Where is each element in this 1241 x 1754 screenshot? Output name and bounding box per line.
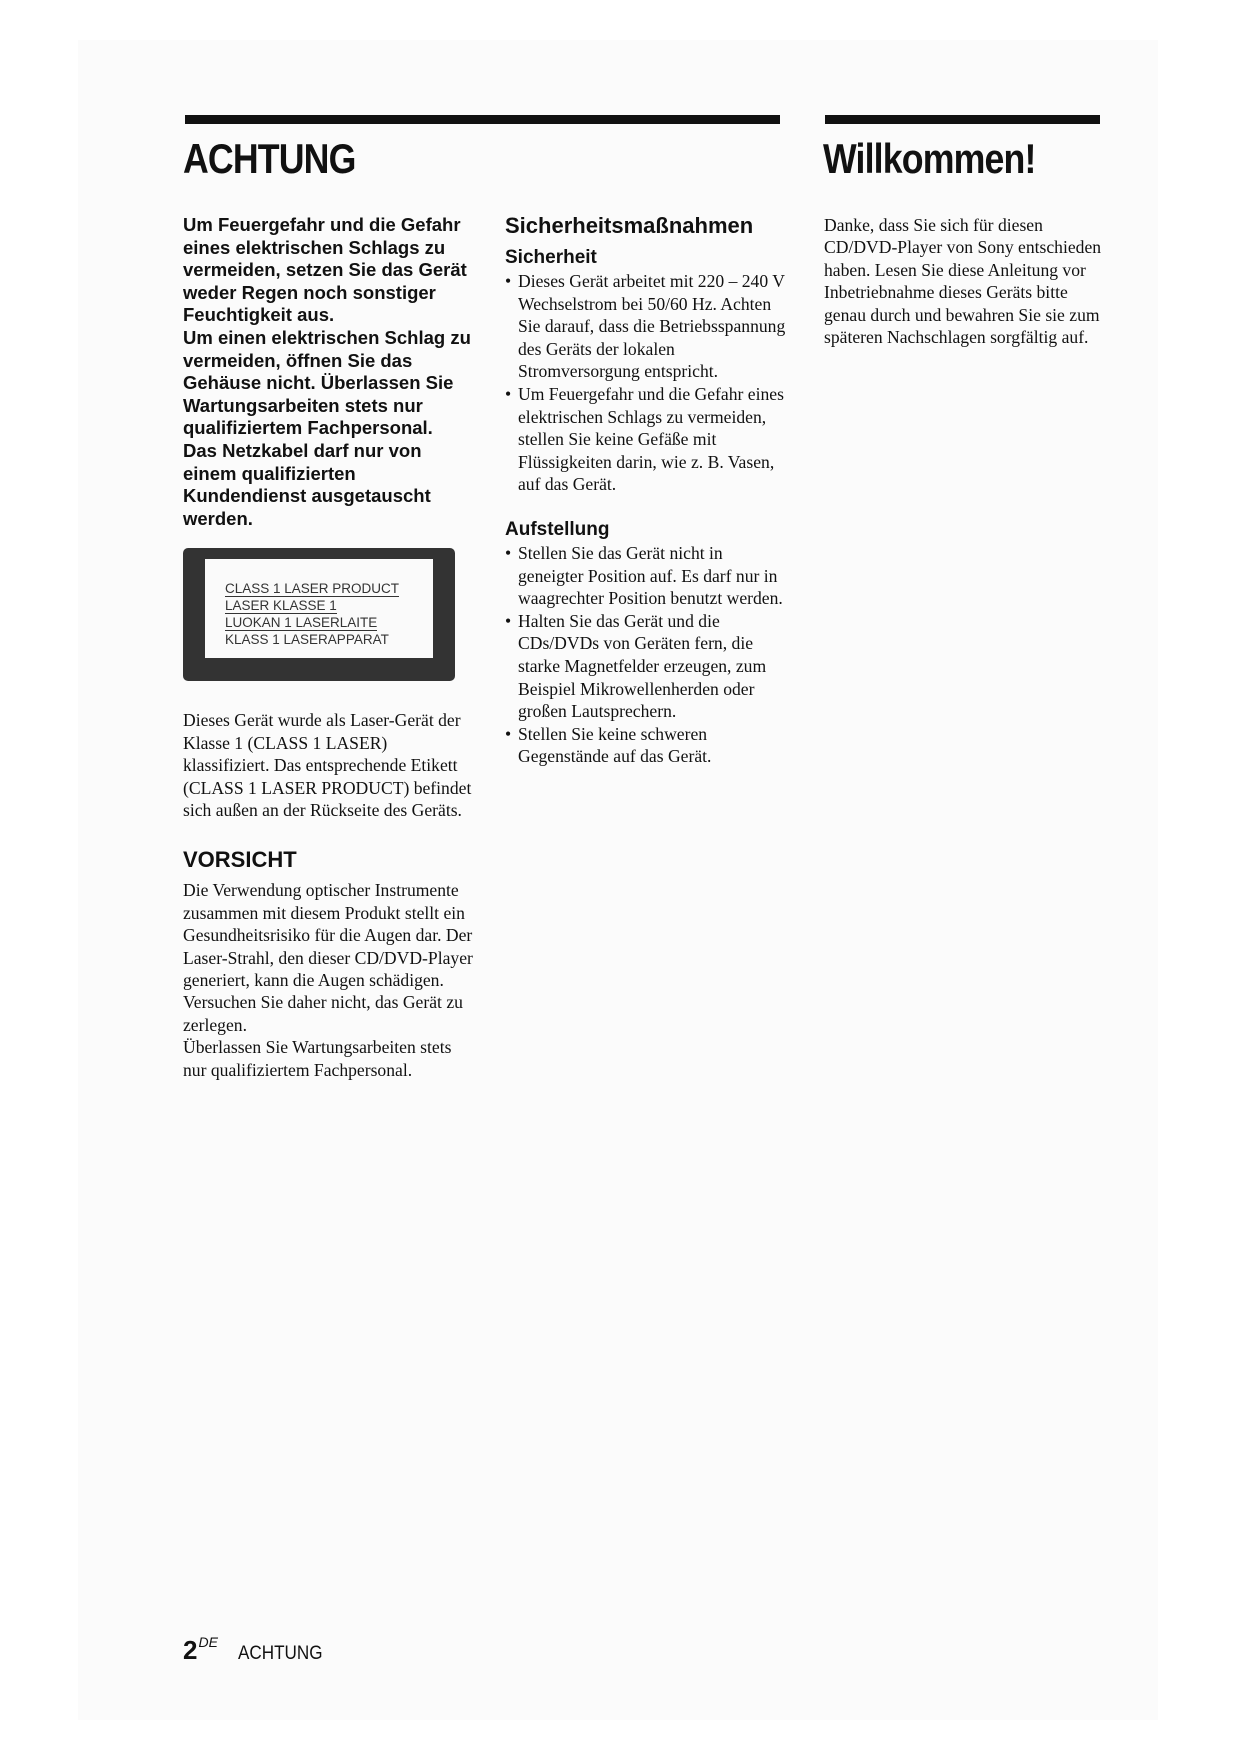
vorsicht-paragraph: Die Verwendung optischer Instrumente zusammen mit diesem Produkt stellt ein Gesundheitsrisiko für die Augen dar. Der Laser-Strahl, den dieser CD/DVD-Player generiert, kann die Augen schädigen. Versuchen Sie daher nicht, das Gerät zu zerlegen. <box>183 880 473 1035</box>
laser-label-line: LUOKAN 1 LASERLAITE <box>225 615 378 631</box>
laser-label-line: KLASS 1 LASERAPPARAT <box>225 632 389 648</box>
laser-label-line: LASER KLASSE 1 <box>225 598 337 614</box>
list-item: • Halten Sie das Gerät und die CDs/DVDs von Geräten fern, die starke Magnetfelder erzeugen, zum Beispiel Mikrowellenherden oder großen Lautsprechern. <box>505 610 790 723</box>
laser-label-line: CLASS 1 LASER PRODUCT <box>225 581 400 597</box>
middle-column <box>505 212 790 768</box>
warning-block <box>183 214 473 530</box>
vorsicht-paragraph: Überlassen Sie Wartungsarbeiten stets nur qualifiziertem Fachpersonal. <box>183 1037 452 1080</box>
page-footer <box>183 1634 332 1666</box>
vorsicht-heading: VORSICHT <box>183 847 297 873</box>
sicherheit-list <box>505 270 790 496</box>
aufstellung-heading: Aufstellung <box>505 518 610 540</box>
list-item: • Dieses Gerät arbeitet mit 220 – 240 V Wechselstrom bei 50/60 Hz. Achten Sie darauf, dass die Betriebsspannung des Geräts der lokalen Stromversorgung entspricht. <box>505 270 790 383</box>
sicherheit-heading: Sicherheit <box>505 247 597 268</box>
warning-paragraph: Das Netzkabel darf nur von einem qualifizierten Kundendienst ausgetauscht werden. <box>183 439 431 529</box>
warning-paragraph: Um einen elektrischen Schlag zu vermeiden, öffnen Sie das Gehäuse nicht. Überlassen Sie Wartungsarbeiten stets nur qualifiziertem Fachpersonal. <box>183 326 471 439</box>
achtung-heading: ACHTUNG <box>183 135 356 182</box>
safety-heading: Sicherheitsmaßnahmen <box>505 213 754 238</box>
right-heading-rule <box>825 115 1100 124</box>
page-number: 2 <box>183 1635 198 1665</box>
list-item: • Um Feuergefahr und die Gefahr eines elektrischen Schlags zu vermeiden, stellen Sie keine Gefäße mit Flüssigkeiten darin, wie z. B. Vasen, auf das Gerät. <box>505 383 790 496</box>
laser-label-plate <box>205 559 433 658</box>
list-item: • Stellen Sie keine schweren Gegenstände auf das Gerät. <box>505 723 790 768</box>
willkommen-heading: Willkommen! <box>823 135 1036 182</box>
list-item: • Stellen Sie das Gerät nicht in geneigter Position auf. Es darf nur in waagrechter Position benutzt werden. <box>505 542 790 610</box>
welcome-text: Danke, dass Sie sich für diesen CD/DVD-Player von Sony entschieden haben. Lesen Sie diese Anleitung vor Inbetriebnahme dieses Geräts bitte genau durch und bewahren Sie sie zum späteren Nachschlagen sorgfältig auf. <box>824 215 1102 348</box>
language-code: DE <box>198 1634 218 1650</box>
aufstellung-list <box>505 542 790 768</box>
left-heading-rule <box>185 115 780 124</box>
right-column <box>824 214 1104 348</box>
laser-label-image <box>183 548 455 681</box>
footer-section-label: ACHTUNG <box>237 1643 323 1664</box>
warning-paragraph: Um Feuergefahr und die Gefahr eines elektrischen Schlags zu vermeiden, setzen Sie das Gerät weder Regen noch sonstiger Feuchtigkeit aus. <box>183 214 467 326</box>
laser-classification-text: Dieses Gerät wurde als Laser-Gerät der Klasse 1 (CLASS 1 LASER) klassifiziert. Das entsprechende Etikett (CLASS 1 LASER PRODUCT) befindet sich außen an der Rückseite des Geräts. <box>183 710 472 820</box>
left-column <box>183 214 473 1081</box>
